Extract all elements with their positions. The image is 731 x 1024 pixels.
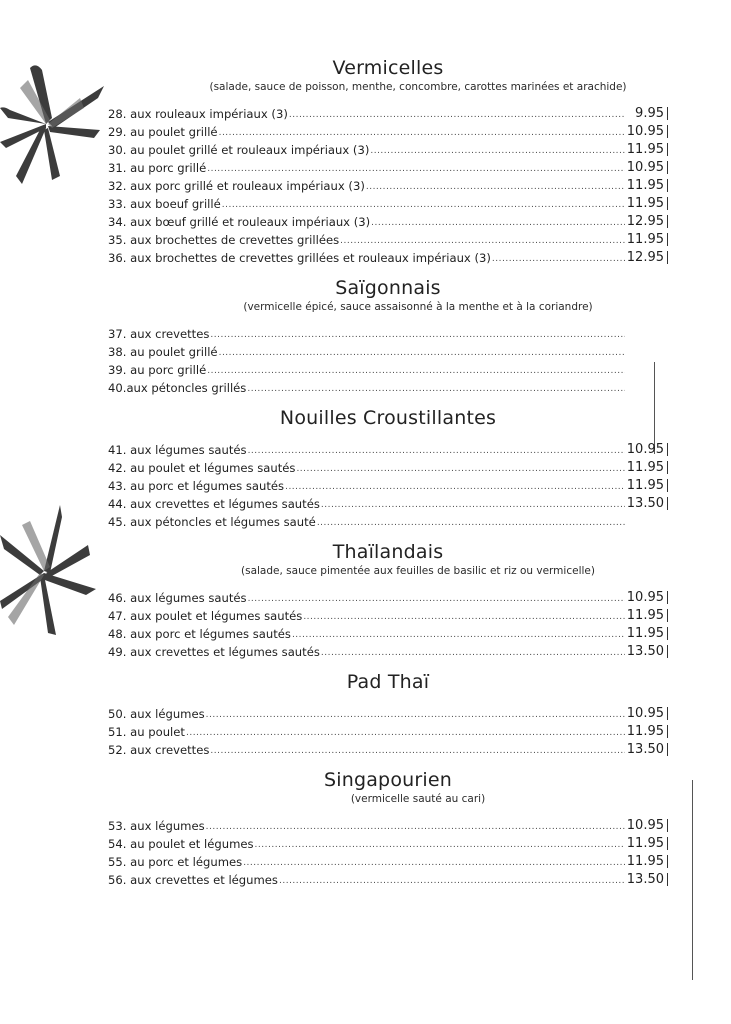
- menu-item: [108, 606, 668, 624]
- item-price: 12.95: [626, 214, 664, 229]
- item-price: 11.95: [626, 460, 664, 475]
- item-price: 9.95: [635, 106, 664, 121]
- item-price: 13.50: [626, 872, 664, 887]
- item-label: 37. aux crevettes: [108, 327, 210, 341]
- section-title: Singapourien: [323, 769, 453, 791]
- item-price: 11.95: [626, 626, 664, 641]
- menu-item: [108, 494, 668, 512]
- right-rule: [692, 780, 693, 980]
- item-label: 29. au poulet grillé: [108, 125, 218, 139]
- item-label: 38. au poulet grillé: [108, 345, 218, 359]
- item-label: 39. au porc grillé: [108, 363, 207, 377]
- item-label: 45. aux pétoncles et légumes sauté: [108, 515, 316, 529]
- menu-item: [108, 458, 668, 476]
- menu-page: [108, 56, 668, 888]
- item-price: 10.95: [626, 706, 664, 721]
- menu-item: [108, 324, 668, 342]
- menu-section-vermicelles: [108, 56, 668, 266]
- item-label: 30. au poulet grillé et rouleaux impériaux (3): [108, 143, 370, 157]
- item-label: 49. aux crevettes et légumes sautés: [108, 645, 320, 659]
- item-label: 28. aux rouleaux impériaux (3): [108, 107, 288, 121]
- menu-item: [108, 440, 668, 458]
- item-price: 11.95: [626, 724, 664, 739]
- menu-item: [108, 378, 668, 396]
- item-label: 41. aux légumes sautés: [108, 443, 247, 457]
- section-title: Pad Thaï: [346, 671, 430, 693]
- item-label: 56. aux crevettes et légumes: [108, 873, 278, 887]
- item-price: 11.95: [626, 232, 664, 247]
- leaf-icon: [0, 58, 108, 186]
- menu-item: [108, 588, 668, 606]
- menu-item: [108, 624, 668, 642]
- menu-item: [108, 816, 668, 834]
- menu-item: [108, 722, 668, 740]
- item-price: 10.95: [626, 818, 664, 833]
- section-title: Vermicelles: [332, 57, 444, 79]
- menu-item: [108, 248, 668, 266]
- item-price: 11.95: [626, 836, 664, 851]
- menu-item: [108, 194, 668, 212]
- menu-item: [108, 740, 668, 758]
- section-subtitle: (salade, sauce de poisson, menthe, concombre, carottes marinées et arachide): [209, 81, 627, 93]
- item-label: 54. au poulet et légumes: [108, 837, 254, 851]
- leaf-icon: [0, 505, 100, 637]
- item-price: 11.95: [626, 196, 664, 211]
- section-title: Nouilles Croustillantes: [279, 407, 497, 429]
- menu-item: [108, 158, 668, 176]
- section-subtitle: (salade, sauce pimentée aux feuilles de basilic et riz ou vermicelle): [241, 565, 595, 577]
- section-subtitle: (vermicelle épicé, sauce assaisonné à la menthe et à la coriandre): [243, 301, 593, 313]
- section-title: Thaïlandais: [332, 541, 444, 563]
- menu-item: [108, 122, 668, 140]
- menu-item: [108, 230, 668, 248]
- item-price: 13.50: [626, 742, 664, 757]
- item-price: 11.95: [626, 142, 664, 157]
- menu-section-singapourien: [108, 768, 668, 888]
- item-label: 34. aux bœuf grillé et rouleaux impériaux (3): [108, 215, 371, 229]
- item-label: 50. aux légumes: [108, 707, 205, 721]
- item-price: 10.95: [626, 124, 664, 139]
- menu-item: [108, 704, 668, 722]
- menu-section-thailandais: [108, 540, 668, 660]
- item-label: 44. aux crevettes et légumes sautés: [108, 497, 320, 511]
- item-price: 11.95: [626, 854, 664, 869]
- menu-item: [108, 642, 668, 660]
- item-label: 48. aux porc et légumes sautés: [108, 627, 291, 641]
- item-price: 11.95: [626, 608, 664, 623]
- item-price: 10.95: [626, 590, 664, 605]
- menu-item: [108, 834, 668, 852]
- item-label: 47. aux poulet et légumes sautés: [108, 609, 303, 623]
- item-label: 55. au porc et légumes: [108, 855, 243, 869]
- section-title: Saïgonnais: [335, 277, 441, 299]
- menu-item: [108, 176, 668, 194]
- item-label: 31. au porc grillé: [108, 161, 207, 175]
- item-price: 13.50: [626, 496, 664, 511]
- menu-item: [108, 852, 668, 870]
- item-price: 10.95: [626, 442, 664, 457]
- item-price: 11.95: [626, 478, 664, 493]
- item-label: 36. aux brochettes de crevettes grillées et rouleaux impériaux (3): [108, 251, 491, 265]
- item-label: 43. au porc et légumes sautés: [108, 479, 285, 493]
- menu-item: [108, 212, 668, 230]
- menu-section-pad-thai: [108, 670, 668, 758]
- item-label: 53. aux légumes: [108, 819, 205, 833]
- menu-item: [108, 870, 668, 888]
- menu-item: [108, 140, 668, 158]
- item-label: 32. aux porc grillé et rouleaux impériaux (3): [108, 179, 365, 193]
- item-price: 11.95: [626, 178, 664, 193]
- item-label: 33. aux boeuf grillé: [108, 197, 221, 211]
- item-label: 46. aux légumes sautés: [108, 591, 247, 605]
- item-price: 13.50: [626, 644, 664, 659]
- item-label: 42. au poulet et légumes sautés: [108, 461, 296, 475]
- item-price: 12.95: [626, 250, 664, 265]
- item-label: 52. aux crevettes: [108, 743, 210, 757]
- menu-item: [108, 360, 668, 378]
- menu-section-saigonnais: [108, 276, 668, 396]
- item-label: 40.aux pétoncles grillés: [108, 381, 247, 395]
- item-price: 10.95: [626, 160, 664, 175]
- item-label: 35. aux brochettes de crevettes grillées: [108, 233, 340, 247]
- menu-item: [108, 342, 668, 360]
- menu-item: [108, 104, 668, 122]
- menu-item: [108, 512, 668, 530]
- menu-section-nouilles: [108, 406, 668, 530]
- item-label: 51. au poulet: [108, 725, 185, 739]
- menu-item: [108, 476, 668, 494]
- section-subtitle: (vermicelle sauté au cari): [350, 793, 486, 805]
